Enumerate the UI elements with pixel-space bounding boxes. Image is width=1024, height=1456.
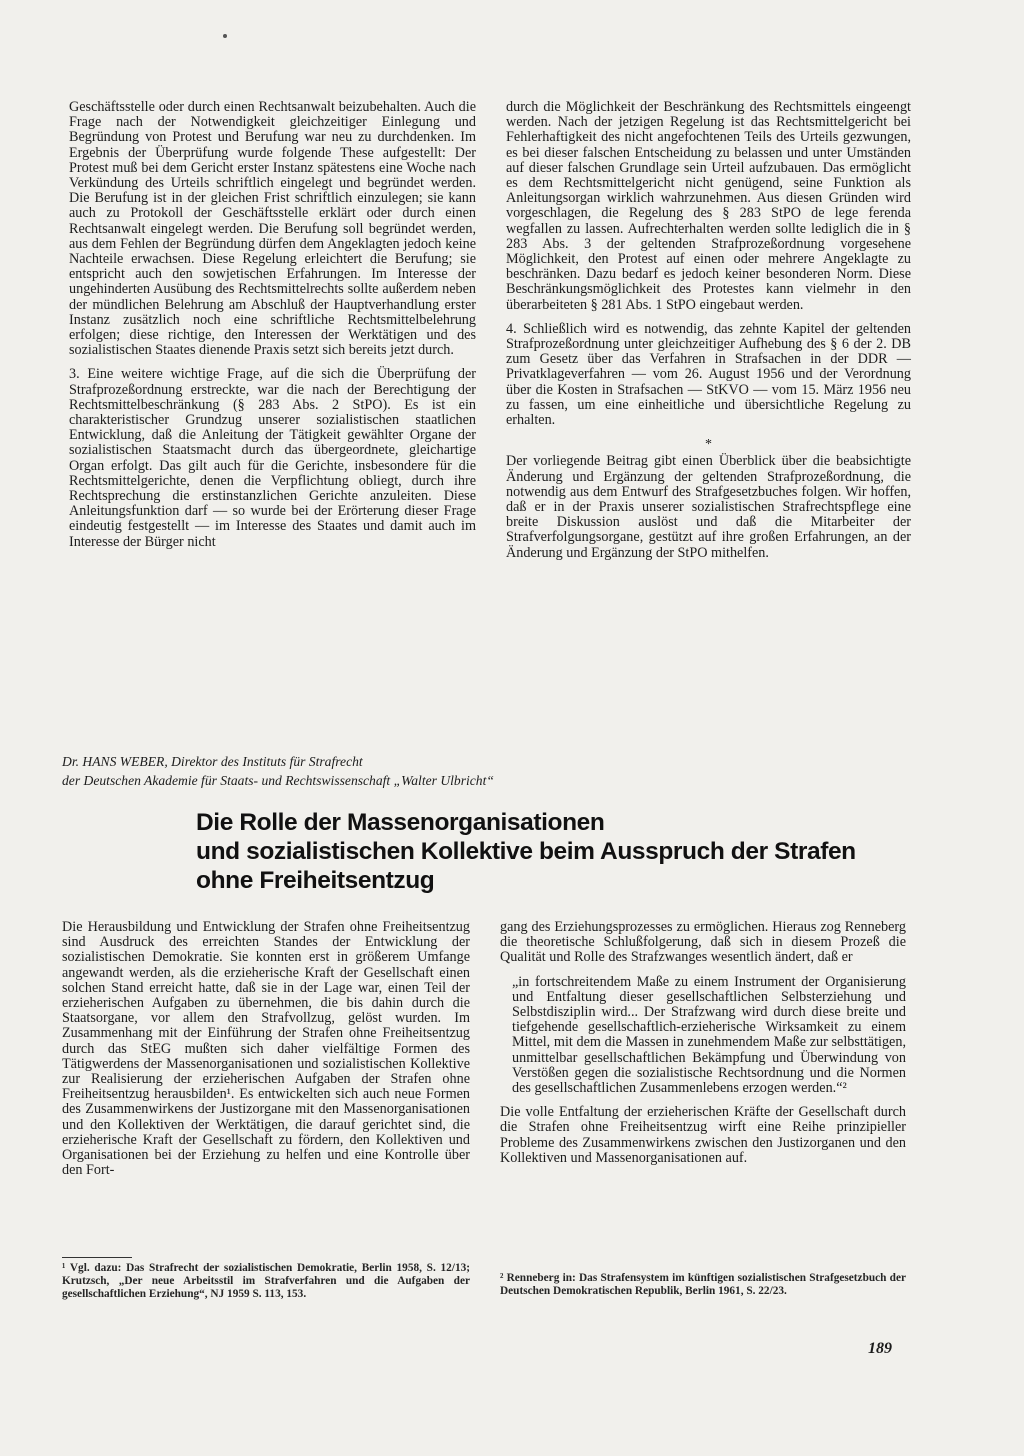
paragraph: Der vorliegende Beitrag gibt einen Überblick über die beabsichtigte Änderung und Ergänzung der geltenden Strafprozeßordnung, die notwendig aus dem Entwurf des Strafgesetzbuches folgen. Wir hoffen, daß er in der Praxis unserer sozialistischen Strafrechtspflege eine breite Diskussion auslöst und daß die Mitarbeiter der Strafverfolgungsorgane, gestützt auf ihre großen Erfahrungen, an der Änderung und Ergänzung der StPO mithelfen. <box>506 453 911 561</box>
title-line: Die Rolle der Massenorganisationen <box>196 809 605 836</box>
top-right-column <box>506 100 911 570</box>
bottom-left-column <box>62 920 470 1187</box>
title-line: ohne Freiheitsentzug <box>196 867 435 894</box>
print-speck <box>223 34 227 38</box>
paragraph: Die Herausbildung und Entwicklung der Strafen ohne Freiheitsentzug sind Ausdruck des erreichten Standes der Entwicklung der sozialistischen Demokratie. Sie konnten erst in größerem Umfange angewandt werden, als die erzieherische Kraft der Gesellschaft einen solchen Stand erreicht hatte, daß sie in der Lage war, einen Teil der erzieherischen Aufgaben zu übernehmen, die bis dahin durch die Staatsorgane, vor allem den Strafvollzug, gelöst wurden. Im Zusammenhang mit der Einführung der Strafen ohne Freiheitsentzug durch das StEG mußten sich daher vielfältige Formen des Tätigwerdens der Massenorganisationen und sozialistischen Kollektive zur Realisierung der erzieherischen Aufgaben der Strafen ohne Freiheitsentzug herausbilden¹. Es entwickelten sich auch neue Formen des Zusammenwirkens der Justizorgane mit den Massenorganisationen und den Kollektiven der Werktätigen, die darauf gerichtet sind, die erzieherische Kraft der Gesellschaft zu fördern, den Kollektiven und Organisationen bei der Erziehung zu helfen und eine Kontrolle über den Fort- <box>62 919 470 1179</box>
section-separator: * <box>705 437 712 453</box>
author-line: der Deutschen Akademie für Staats- und Rechtswissenschaft „Walter Ulbricht“ <box>62 773 494 788</box>
footnote: ² Renneberg in: Das Strafensystem im künftigen sozialistischen Strafgesetzbuch der Deutschen Demokratischen Republik, Berlin 1961, S. 22/23. <box>500 1272 906 1297</box>
author-line: Dr. HANS WEBER, Direktor des Instituts für Strafrecht <box>62 754 363 769</box>
footnote: ¹ Vgl. dazu: Das Strafrecht der sozialistischen Demokratie, Berlin 1958, S. 12/13; Krutzsch, „Der neue Arbeitsstil im Strafverfahren und die Aufgaben der gesellschaftlichen Erziehung“, NJ 1959 S. 113, 153. <box>62 1262 470 1300</box>
footnote-rule <box>62 1257 132 1258</box>
paragraph: 4. Schließlich wird es notwendig, das zehnte Kapitel der geltenden Strafprozeßordnung unter gleichzeitiger Aufhebung des § 6 der 2. DB zum Gesetz über das Verfahren in Strafsachen in der DDR — Privatklageverfahren — vom 26. August 1956 und der Verordnung über die Kosten in Strafsachen — StKVO — vom 15. März 1956 neu zu fassen, um eine einheitliche und übersichtliche Regelung zu erhalten. <box>506 320 911 429</box>
author-byline <box>62 752 922 790</box>
paragraph: 3. Eine weitere wichtige Frage, auf die sich die Überprüfung der Strafprozeßordnung erstreckte, war die nach der Berechtigung der Rechtsmittelbeschränkung (§ 283 Abs. 2 StPO). Es ist ein charakteristischer Grundzug unserer sozialistischen staatlichen Entwicklung, daß die Anleitung der Tätigkeit gewählter Organe der sozialistischen Staatsmacht durch das übergeordnete, gleichartige Organ erfolgt. Das gilt auch für die Gerichte, insbesondere für die Rechtsmittelgerichte, denen die Verpflichtung obliegt, durch ihre Rechtsprechung die erstinstanzlichen Gerichte anzuleiten. Diese Anleitungsfunktion darf — so wurde bei der Erörterung dieser Frage eindeutig festgestellt — im Interesse des Staates und damit auch im Interesse der Bürger nicht <box>69 366 476 550</box>
paragraph: Die volle Entfaltung der erzieherischen Kräfte der Gesellschaft durch die Strafen ohne Freiheitsentzug wirft eine Reihe prinzipieller Probleme des Zusammenwirkens zwischen den Justizorganen und den Kollektiven und Massenorganisationen auf. <box>500 1104 906 1166</box>
title-line: und sozialistischen Kollektive beim Ausspruch der Strafen <box>196 838 856 865</box>
page-number: 189 <box>868 1340 892 1357</box>
bottom-right-column <box>500 920 906 1175</box>
block-quote: „in fortschreitendem Maße zu einem Instrument der Organisierung und Entfaltung dieser gesellschaftlichen Selbsterziehung und Selbstdisziplin wird... Der Strafzwang wird durch diese breite und tiefgehende gesellschaftlich-erzieherische Wirksamkeit zu einem Mittel, mit dem die Massen in zunehmendem Maße zur selbsttätigen, unmittelbar gesellschaftlichen Bekämpfung und Überwindung von Verstößen gegen die sozialistische Rechtsordnung und die Normen des gesellschaftlichen Zusammenlebens erzogen werden.“² <box>512 973 906 1097</box>
paragraph: durch die Möglichkeit der Beschränkung des Rechtsmittels eingeengt werden. Nach der jetzigen Regelung ist das Rechtsmittelgericht bei Fehlerhaftigkeit des nicht angefochtenen Teils des Urteils gezwungen, es bei dieser falschen Entscheidung zu belassen und unter Umständen auf dieser falschen Grundlage sein Urteil aufzubauen. Das ermöglicht es dem Rechtsmittelgericht nicht genügend, seine Funktion als Anleitungsorgan wirklich wahrzunehmen. Aus diesen Gründen wird vorgeschlagen, die Regelung des § 283 StPO de lege ferenda wegfallen zu lassen. Aufrechterhalten werden sollte lediglich die in § 283 Abs. 3 der geltenden Strafprozeßordnung vorgesehene Möglichkeit, den Protest auf einen oder mehrere Angeklagte zu beschränken. Dazu bedarf es jedoch keiner besonderen Norm. Diese Beschränkungsmöglichkeit des Protestes kann vielmehr in den überarbeiteten § 281 Abs. 1 StPO eingebaut werden. <box>506 99 911 313</box>
article-title <box>196 808 916 895</box>
paragraph: Geschäftsstelle oder durch einen Rechtsanwalt beizubehalten. Auch die Frage nach der Notwendigkeit gleichzeitiger Einlegung und Begründung von Protest und Berufung war neu zu durchdenken. Im Ergebnis der Überprüfung wurde folgende These aufgestellt: Der Protest muß bei dem Gericht erster Instanz spätestens eine Woche nach Verkündung des Urteils schriftlich eingelegt und begründet werden. Die Berufung ist in der gleichen Frist schriftlich einzulegen; sie kann auch zu Protokoll der Geschäftsstelle erklärt oder durch einen Rechtsanwalt eingelegt werden. Die Berufung soll begründet werden, aus dem Fehlen der Begründung dürfen dem Angeklagten jedoch keine Nachteile erwachsen. Diese Regelung erleichtert die Berufung; sie entspricht auch den sowjetischen Erfahrungen. Im Interesse der ungehinderten Ausübung des Rechtsmittelrechts sollte außerdem neben der mündlichen Belehrung am Abschluß der Hauptverhandlung erster Instanz zusätzlich noch eine schriftliche Rechtsmittelbelehrung erfolgen; diese richtige, den Interessen der Werktätigen und des sozialistischen Staates dienende Praxis setzt sich bereits jetzt durch. <box>69 99 476 359</box>
paragraph: gang des Erziehungsprozesses zu ermöglichen. Hieraus zog Renneberg die theoretische Schlußfolgerung, daß sich in diesem Prozeß die Qualität und Rolle des Strafzwanges wesentlich ändert, daß er <box>500 919 906 966</box>
top-left-column <box>69 100 476 559</box>
